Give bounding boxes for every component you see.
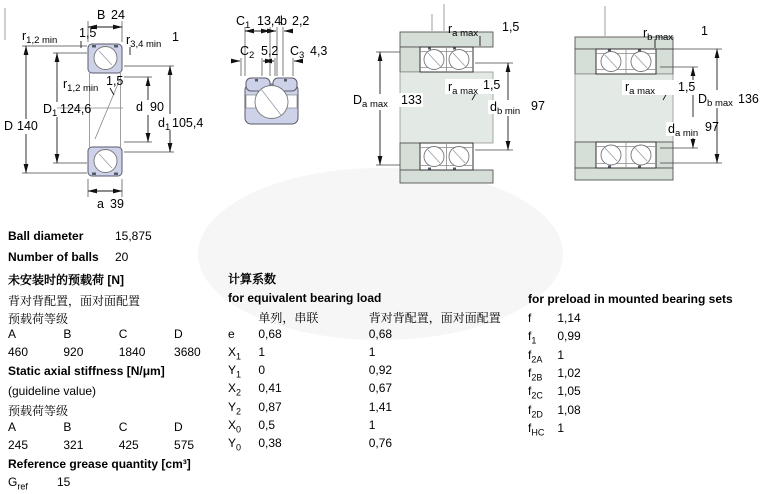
dim-r34-label: $r_{3,4 min}$ (126, 33, 162, 50)
grease-title: Reference grease quantity [cm³] (8, 457, 191, 471)
grade-header-a: A (8, 420, 17, 434)
grease-row (8, 475, 71, 492)
dim-ra-top-label: $r_{a max}$ (448, 22, 479, 39)
dim-rb-label: $r_{b max}$ (643, 26, 674, 43)
factor-symbol: $X_1$ (228, 345, 242, 362)
factor-symbol: $Y_2$ (228, 400, 242, 417)
grade-header-c: C (118, 420, 128, 434)
dim-db-label: $d_{b min}$ (490, 100, 521, 117)
factor-value: 1 (557, 421, 565, 435)
stiffness-values-row (8, 438, 226, 452)
dim-ra-value: 1,5 (678, 80, 696, 94)
factor-symbol: $f_{2B}$ (528, 366, 543, 383)
dim-db-value: 97 (531, 99, 545, 113)
factor-symbol: $f_{HC}$ (528, 421, 545, 438)
factor-symbol: $f_{2C}$ (528, 384, 543, 401)
preload-value-c: 1840 (118, 345, 146, 359)
factor-col2-value: 0,92 (368, 363, 393, 377)
dim-C2-label: $C_2$ (240, 44, 255, 61)
factor-value: 1 (557, 348, 565, 362)
preload-factor-row-f1 (528, 329, 581, 346)
dim-B-label: B (97, 8, 106, 22)
dim-a-value: 39 (110, 197, 124, 211)
dim-Da-value: 133 (401, 93, 422, 107)
preload-factor-row-f2b (528, 366, 581, 383)
factor-symbol: $X_0$ (228, 418, 242, 435)
factor-symbol: $Y_0$ (228, 436, 242, 453)
grade-header-d: D (174, 327, 183, 341)
factor-symbol: $X_2$ (228, 381, 242, 398)
preload-grade-header-row (8, 327, 226, 341)
mounted-pair-diagram-left (350, 0, 565, 215)
dim-a-label: a (97, 197, 104, 211)
dim-C2-value: 5,2 (261, 44, 279, 58)
preload-factor-row-f (528, 311, 581, 325)
grade-header-c: C (118, 327, 128, 341)
grade-header-b: B (63, 420, 72, 434)
factor-symbol: $Y_1$ (228, 363, 242, 380)
factor-col1-value: 0,87 (258, 400, 282, 414)
factor-value: 1,14 (557, 311, 581, 325)
mounted-pair-diagram-right (565, 0, 766, 215)
preload-factor-row-fhc (528, 421, 565, 438)
dim-D-value: 140 (17, 119, 38, 133)
preload-value-b: 920 (63, 345, 84, 359)
factors-title-en: for equivalent bearing load (228, 291, 382, 305)
stiffness-value-d: 575 (174, 438, 195, 452)
dim-d1-value: 105,4 (172, 116, 204, 130)
factor-value: 1,02 (557, 366, 581, 380)
number-of-balls-row (8, 250, 129, 264)
factor-col1-value: 0,5 (258, 418, 276, 432)
factors-col1-header: 单列，串联 (258, 311, 319, 325)
dimension-labels (4, 8, 203, 211)
factor-col1-value: 0 (258, 363, 266, 377)
dim-D-label: D (4, 119, 14, 133)
factor-symbol: $f_{2D}$ (528, 403, 543, 420)
dim-ra-label: $r_{a max}$ (625, 80, 656, 97)
dim-B-value: 24 (111, 8, 125, 22)
stiffness-title: Static axial stiffness [N/μm] (8, 364, 165, 378)
factor-symbol: e (228, 327, 235, 341)
preload-factor-row-f2a (528, 348, 565, 365)
dimension-labels (236, 14, 327, 61)
dim-b-value: 2,2 (292, 14, 310, 28)
stiffness-grade-header-row (8, 420, 226, 434)
factor-col1-value: 1 (258, 345, 266, 359)
dim-Da-label: $D_{a max}$ (353, 93, 388, 110)
dim-ra-top-value: 1,5 (502, 20, 520, 34)
dim-C3-label: $C_3$ (290, 44, 305, 61)
dim-Db-label: $D_{b max}$ (698, 92, 733, 109)
factor-row-y1 (228, 363, 393, 380)
factor-row-e (228, 327, 392, 341)
factor-symbol: $f_1$ (528, 329, 537, 346)
preload-values-row (8, 345, 226, 359)
preload-title: 未安装时的预载荷 [N] (8, 273, 124, 287)
dim-r12-top-value: 1,5 (79, 26, 97, 40)
dim-Db-value: 136 (738, 92, 759, 106)
dim-rb-value: 1 (701, 24, 708, 38)
factors-header-row (228, 309, 501, 326)
dim-ra-mid-label: $r_{a max}$ (448, 80, 479, 97)
dim-C3-value: 4,3 (310, 44, 328, 58)
factor-col1-value: 0,38 (258, 436, 282, 450)
preload-value-d: 3680 (174, 345, 201, 359)
dim-r12-mid-value: 1,5 (106, 74, 124, 88)
dim-D1-label: $D_1$ (43, 102, 58, 119)
factor-value: 0,99 (557, 329, 581, 343)
number-of-balls-value: 20 (115, 250, 129, 264)
factor-row-y0 (228, 436, 393, 453)
dim-r34-value: 1 (172, 30, 179, 44)
dim-da-label: $d_{a min}$ (668, 122, 699, 139)
bearing-cross-section-diagram (0, 0, 230, 220)
grade-header-b: B (63, 327, 72, 341)
dim-d1-label: $d_1$ (158, 116, 171, 133)
stiffness-note: (guideline value) (8, 384, 97, 398)
ball-diameter-row (8, 229, 152, 243)
dim-C1-label: $C_1$ (236, 14, 251, 31)
dim-C1-value: 13,4 (257, 14, 282, 28)
factor-row-x0 (228, 418, 376, 435)
preload-factor-row-f2c (528, 384, 581, 401)
preload-factors-title: for preload in mounted bearing sets (528, 292, 733, 306)
dim-r12-mid-label: $r_{1,2 min}$ (63, 77, 99, 94)
factors-col2-header: 背对背配置，面对面配置 (368, 311, 501, 325)
factor-row-x2 (228, 381, 393, 398)
dim-b-label: b (280, 14, 287, 28)
stiffness-value-c: 425 (118, 438, 139, 452)
factor-col2-value: 1,41 (368, 400, 393, 414)
grease-symbol: $G_{ref}$ (8, 475, 28, 492)
factor-col1-value: 0,68 (258, 327, 282, 341)
factor-col1-value: 0,41 (258, 381, 282, 395)
grease-value: 15 (57, 475, 71, 489)
dim-da-value: 97 (705, 120, 719, 134)
ball-diameter-label: Ball diameter (8, 229, 84, 243)
preload-arrangement-note: 背对背配置，面对面配置 (8, 294, 141, 308)
dim-d-value: 90 (150, 100, 164, 114)
factor-col2-value: 0,68 (368, 327, 393, 341)
preload-value-a: 460 (8, 345, 29, 359)
factor-row-y2 (228, 400, 393, 417)
dim-d-label: d (136, 100, 143, 114)
stiffness-value-b: 321 (63, 438, 84, 452)
number-of-balls-label: Number of balls (8, 250, 99, 264)
factor-col2-value: 0,76 (368, 436, 393, 450)
factors-title-zh: 计算系数 (228, 272, 277, 286)
grade-header-d: D (174, 420, 183, 434)
factor-row-x1 (228, 345, 376, 362)
factor-col2-value: 1 (368, 345, 376, 359)
factor-symbol: f (528, 311, 532, 325)
factor-value: 1,05 (557, 384, 581, 398)
ball-diameter-value: 15,875 (115, 229, 152, 243)
preload-factor-row-f2d (528, 403, 581, 420)
stiffness-class-note: 预载荷等级 (8, 404, 69, 418)
dim-r12-top-label: $r_{1,2 min}$ (22, 29, 58, 46)
preload-class-note: 预载荷等级 (8, 312, 69, 326)
dim-D1-value: 124,6 (60, 102, 92, 116)
factor-col2-value: 1 (368, 418, 376, 432)
grade-header-a: A (8, 327, 17, 341)
factor-symbol: $f_{2A}$ (528, 348, 543, 365)
factor-col2-value: 0,67 (368, 381, 393, 395)
bearing-body (245, 78, 298, 124)
stiffness-value-a: 245 (8, 438, 29, 452)
factor-value: 1,08 (557, 403, 581, 417)
dim-ra-mid-value: 1,5 (483, 78, 501, 92)
